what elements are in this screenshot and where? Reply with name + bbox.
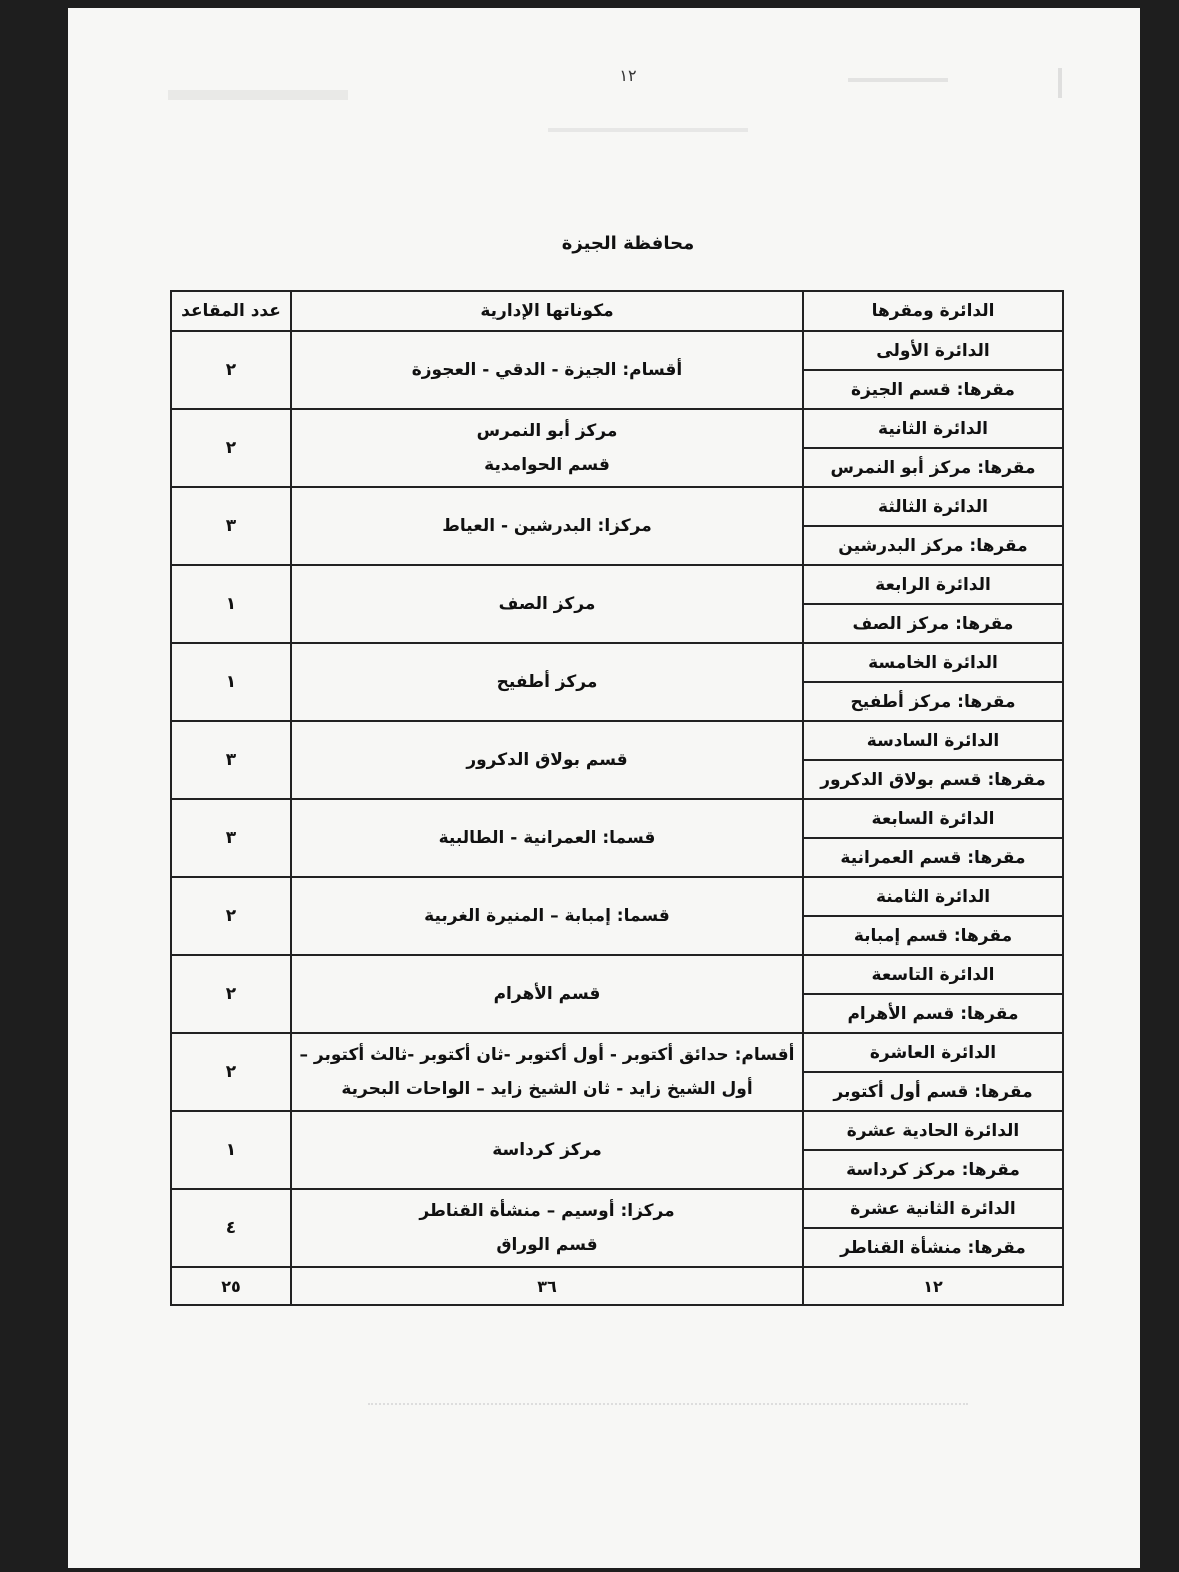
- district-components: [291, 1111, 803, 1189]
- district-seats: ٢: [171, 955, 291, 1033]
- district-seat: مقرها: قسم إمبابة: [803, 916, 1063, 955]
- table-row: [171, 721, 1063, 760]
- scan-artifact: [848, 78, 948, 82]
- table-row: [171, 955, 1063, 994]
- page-title: محافظة الجيزة: [561, 233, 695, 254]
- district-components: [291, 721, 803, 799]
- district-seat: مقرها: قسم بولاق الدكرور: [803, 760, 1063, 799]
- district-seats: ٣: [171, 487, 291, 565]
- district-seat: مقرها: قسم العمرانية: [803, 838, 1063, 877]
- scan-artifact: [168, 90, 348, 100]
- district-name: الدائرة الثانية عشرة: [803, 1189, 1063, 1228]
- scan-artifact: [548, 128, 748, 132]
- component-line: مركز الصف: [498, 594, 596, 614]
- table-row: [171, 1111, 1063, 1150]
- component-line: قسم بولاق الدكرور: [466, 750, 628, 770]
- component-line: قسما: إمبابة – المنيرة الغربية: [424, 906, 670, 926]
- district-seats: ٢: [171, 877, 291, 955]
- header-district: الدائرة ومقرها: [803, 291, 1063, 331]
- table-row: [171, 877, 1063, 916]
- district-seats: ٢: [171, 1033, 291, 1111]
- component-line: أقسام: الجيزة - الدقي - العجوزة: [411, 360, 683, 380]
- district-name: الدائرة الثالثة: [803, 487, 1063, 526]
- district-name: الدائرة الثانية: [803, 409, 1063, 448]
- component-line: مركز أبو النمرس: [476, 421, 618, 441]
- district-name: الدائرة الحادية عشرة: [803, 1111, 1063, 1150]
- district-seat: مقرها: مركز أبو النمرس: [803, 448, 1063, 487]
- district-seats: ٣: [171, 799, 291, 877]
- district-seats: ١: [171, 565, 291, 643]
- district-components: [291, 1033, 803, 1111]
- district-components: [291, 643, 803, 721]
- district-components: [291, 487, 803, 565]
- district-seats: ٣: [171, 721, 291, 799]
- district-name: الدائرة الأولى: [803, 331, 1063, 370]
- total-seats: ٢٥: [171, 1267, 291, 1305]
- component-line: مركزا: البدرشين - العياط: [442, 516, 652, 536]
- district-name: الدائرة السادسة: [803, 721, 1063, 760]
- district-name: الدائرة العاشرة: [803, 1033, 1063, 1072]
- district-seats: ٢: [171, 409, 291, 487]
- table-row: [171, 1189, 1063, 1228]
- district-name: الدائرة التاسعة: [803, 955, 1063, 994]
- district-components: [291, 565, 803, 643]
- district-name: الدائرة الرابعة: [803, 565, 1063, 604]
- component-line: مركز كرداسة: [492, 1140, 602, 1160]
- district-components: [291, 409, 803, 487]
- table-row: [171, 409, 1063, 448]
- district-seat: مقرها: قسم الأهرام: [803, 994, 1063, 1033]
- component-line: قسم الحوامدية: [484, 455, 610, 475]
- total-districts: ١٢: [803, 1267, 1063, 1305]
- table-body: [171, 331, 1063, 1267]
- table-row: [171, 1033, 1063, 1072]
- district-components: [291, 331, 803, 409]
- table-header-row: [171, 291, 1063, 331]
- district-seat: مقرها: مركز الصف: [803, 604, 1063, 643]
- table-row: [171, 565, 1063, 604]
- district-name: الدائرة الثامنة: [803, 877, 1063, 916]
- district-name: الدائرة الخامسة: [803, 643, 1063, 682]
- component-line: قسم الأهرام: [493, 984, 601, 1004]
- district-seats: ١: [171, 1111, 291, 1189]
- district-components: [291, 799, 803, 877]
- district-seat: مقرها: قسم الجيزة: [803, 370, 1063, 409]
- district-name: الدائرة السابعة: [803, 799, 1063, 838]
- totals-row: [171, 1267, 1063, 1305]
- district-seat: مقرها: قسم أول أكتوبر: [803, 1072, 1063, 1111]
- header-seats: عدد المقاعد: [171, 291, 291, 331]
- component-line: قسم الوراق: [496, 1235, 598, 1255]
- district-components: [291, 1189, 803, 1267]
- table-row: [171, 487, 1063, 526]
- district-components: [291, 877, 803, 955]
- table-row: [171, 799, 1063, 838]
- district-seat: مقرها: منشأة القناطر: [803, 1228, 1063, 1267]
- districts-table: [170, 290, 1064, 1306]
- component-line: مركز أطفيح: [496, 672, 598, 692]
- district-components: [291, 955, 803, 1033]
- header-components: مكوناتها الإدارية: [291, 291, 803, 331]
- table-row: [171, 331, 1063, 370]
- district-seat: مقرها: مركز كرداسة: [803, 1150, 1063, 1189]
- document-page: [68, 8, 1140, 1568]
- district-seat: مقرها: مركز البدرشين: [803, 526, 1063, 565]
- component-line: قسما: العمرانية - الطالبية: [438, 828, 656, 848]
- component-line: أول الشيخ زايد - ثان الشيخ زايد – الواحات البحرية: [341, 1079, 753, 1099]
- district-seats: ٢: [171, 331, 291, 409]
- scan-artifact: [1058, 68, 1062, 98]
- total-components: ٣٦: [291, 1267, 803, 1305]
- district-seat: مقرها: مركز أطفيح: [803, 682, 1063, 721]
- component-line: أقسام: حدائق أكتوبر - أول أكتوبر -ثان أكتوبر -ثالث أكتوبر –: [299, 1045, 795, 1065]
- scan-artifact: [368, 1403, 968, 1405]
- page-number: ١٢: [619, 66, 637, 85]
- district-seats: ٤: [171, 1189, 291, 1267]
- district-seats: ١: [171, 643, 291, 721]
- component-line: مركزا: أوسيم – منشأة القناطر: [419, 1201, 675, 1221]
- table-row: [171, 643, 1063, 682]
